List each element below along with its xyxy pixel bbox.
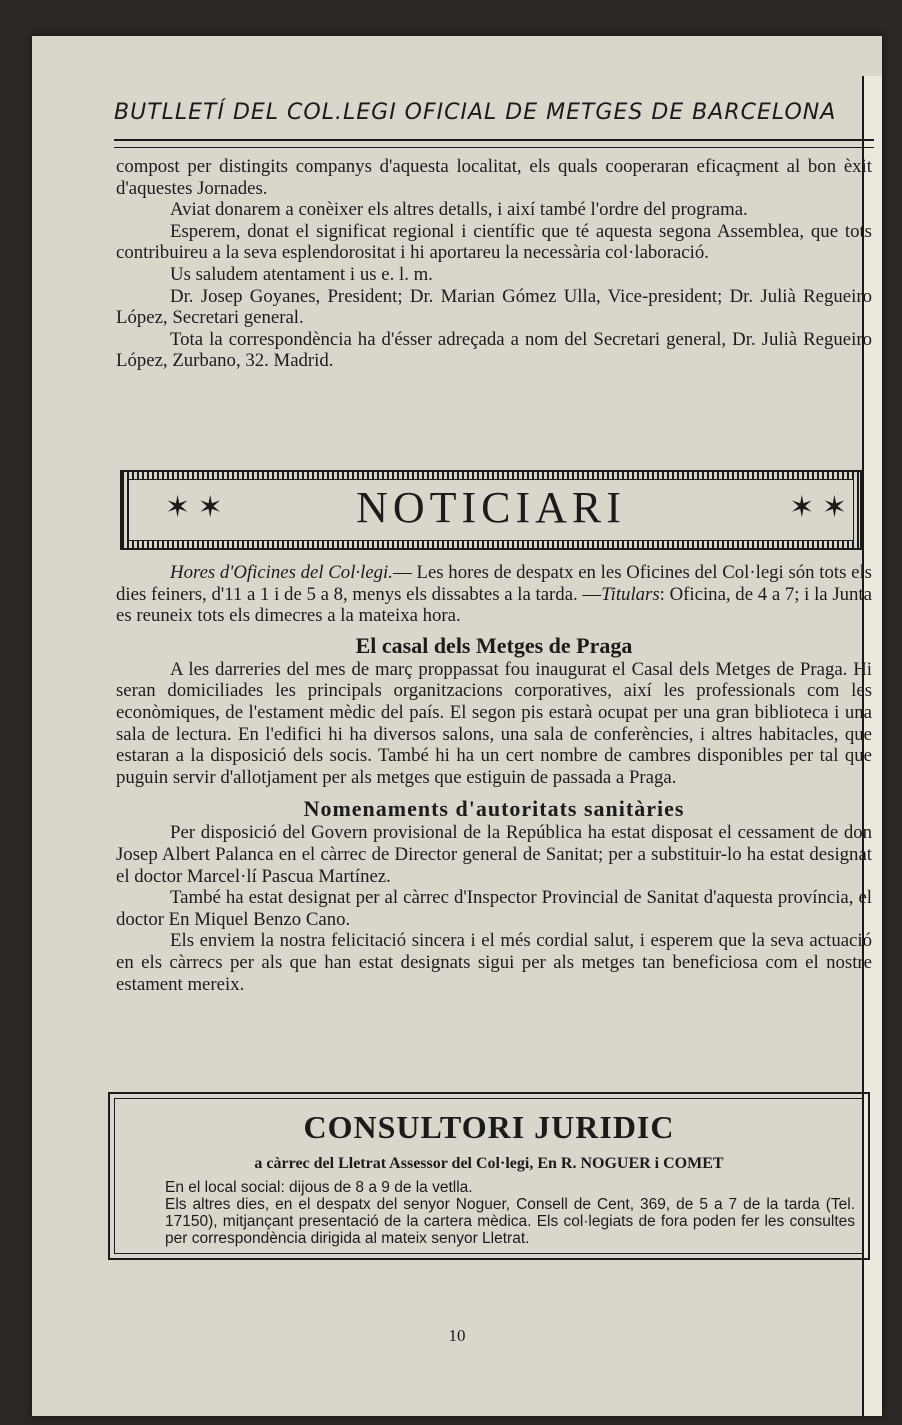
document-page	[32, 36, 882, 1416]
consultori-line: En el local social: dijous de 8 a 9 de la vetlla.	[165, 1179, 473, 1196]
intro-paragraph: Us saludem atentament i us e. l. m.	[170, 263, 433, 285]
hores-paragraph	[116, 562, 872, 627]
titulars-text: : Oficina, de 4 a 7; i la Junta es reuneix tots els dimecres a la mateixa hora.	[116, 583, 872, 627]
header-rule	[114, 139, 874, 148]
consultori-body	[165, 1179, 855, 1247]
running-header: BUTLLETÍ DEL COL.LEGI OFICIAL DE METGES DE BARCELONA	[114, 100, 837, 125]
noticiari-title: NOTICIARI	[356, 483, 626, 532]
intro-paragraph: Aviat donarem a conèixer els altres detalls, i així també l'ordre del programa.	[170, 199, 748, 221]
intro-text	[116, 156, 872, 372]
stars-right-icon: ✶ ✶	[789, 491, 847, 524]
titulars-label: Titulars	[601, 583, 660, 605]
nomenaments-paragraph: Els enviem la nostra felicitació sincera i el més cordial salut, i esperem que la seva actuació en els càrrecs per als que han estat designats sigui per als metges tan beneficiosa com el nostre estament mereix.	[116, 930, 872, 995]
nomenaments-paragraph: També ha estat designat per al càrrec d'Inspector Provincial de Sanitat d'aquesta província, el doctor En Miquel Benzo Cano.	[116, 887, 872, 930]
page-number: 10	[448, 1326, 466, 1345]
news-text	[116, 562, 872, 995]
hores-text: — Les hores de despatx en les Oficines del Col·legi són tots els dies feiners, d'11 a 1 i de 5 a 8, menys els dissabtes a la tarda. —	[116, 562, 872, 605]
consultori-box-inner	[114, 1098, 864, 1254]
casal-heading: El casal dels Metges de Praga	[355, 632, 633, 658]
nomenaments-heading: Nomenaments d'autoritats sanitàries	[303, 796, 685, 822]
noticiari-banner-inner	[128, 479, 854, 541]
consultori-box	[108, 1092, 870, 1260]
nomenaments-paragraph: Per disposició del Govern provisional de la República ha estat disposat el cessament de don Josep Albert Palanca en el càrrec de Director general de Sanitat; per a substituir-lo ha estat designat el doctor Marcel·lí Pascua Martínez.	[116, 822, 872, 887]
stars-left-icon: ✶ ✶	[165, 491, 223, 524]
hores-label: Hores d'Oficines del Col·legi.	[170, 562, 393, 583]
consultori-title: CONSULTORI JURIDIC	[303, 1109, 675, 1145]
casal-paragraph: A les darreries del mes de març proppassat fou inaugurat el Casal dels Metges de Praga. Hi seran domiciliades les principals organitzacions corporatives, així les professionals com les econòmiques, de l'estament mèdic del país. El segon pis estarà ocupat per una gran biblioteca i una sala de lectura. En l'edifici hi ha diversos salons, una sala de conferències, i altres habitacles, que estaran a la disposició dels socis. També hi ha un cert nombre de cambres disponibles per tal que puguin servir d'allotjament per als metges que estiguin de passada a Praga.	[116, 658, 872, 788]
signatories: Dr. Josep Goyanes, President; Dr. Marian Gómez Ulla, Vice-president; Dr. Julià Regueiro López, Secretari general.	[116, 285, 872, 329]
noticiari-banner	[120, 470, 862, 550]
consultori-subtitle: a càrrec del Lletrat Assessor del Col·legi, En R. NOGUER i COMET	[254, 1155, 724, 1172]
consultori-line: Els altres dies, en el despatx del senyor Noguer, Consell de Cent, 369, de 5 a 7 de la tarda (Tel. 17150), mitjançant presentació de la cartera mèdica. Els col·legiats de fora poden fer les consultes per correspondència dirigida al mateix senyor Lletrat.	[165, 1196, 855, 1247]
intro-paragraph: compost per distingits companys d'aquesta localitat, els quals cooperaran eficaçment al bon èxit d'aquestes Jornades.	[116, 156, 872, 199]
intro-paragraph: Esperem, donat el significat regional i científic que té aquesta segona Assemblea, que tots contribuireu a la seva esplendorositat i hi aportareu la necessària col·laboració.	[116, 220, 872, 264]
intro-paragraph: Tota la correspondència ha d'ésser adreçada a nom del Secretari general, Dr. Julià Regueiro López, Zurbano, 32. Madrid.	[116, 328, 872, 372]
